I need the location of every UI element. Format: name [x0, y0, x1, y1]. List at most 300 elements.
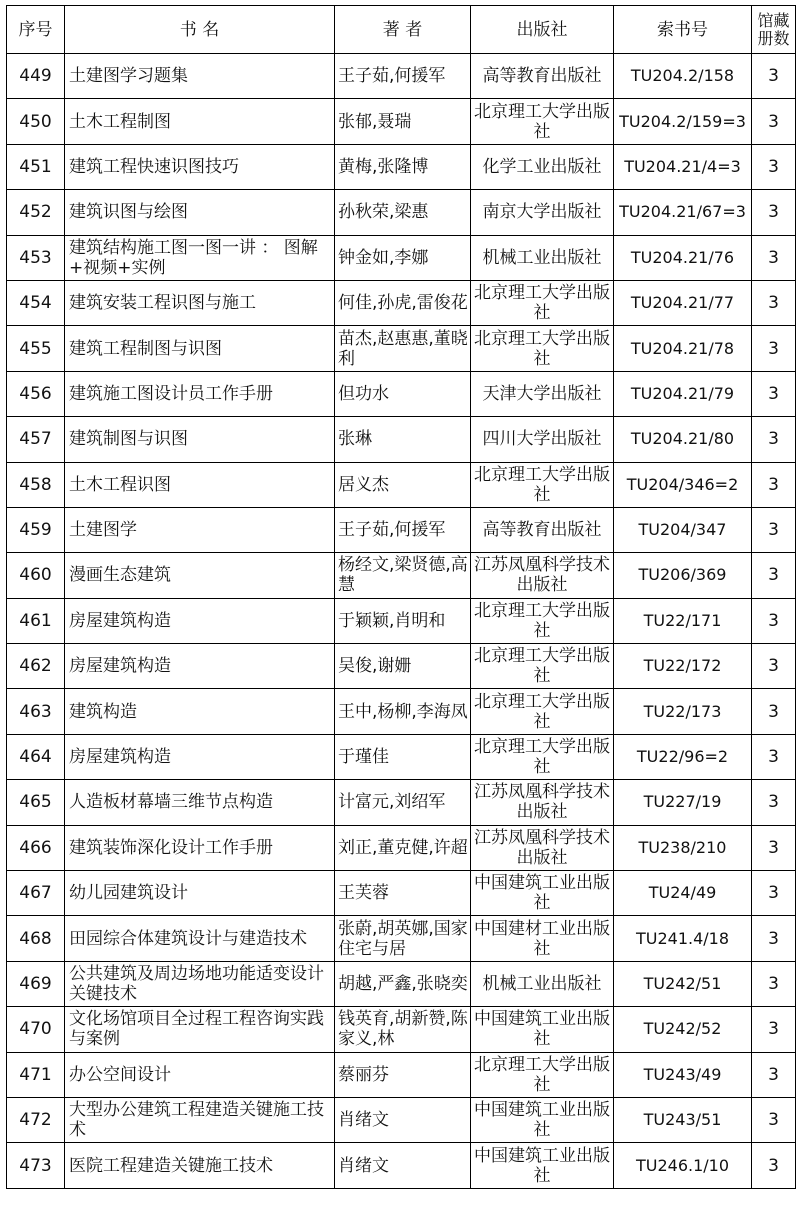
cell-title: [65, 871, 335, 916]
cell-seq-text: 468: [19, 928, 52, 949]
cell-title: [65, 553, 335, 598]
cell-author-text: 但功水: [338, 383, 389, 404]
cell-publisher-text: 江苏凤凰科学技术出版社: [474, 782, 610, 823]
cell-copies-text: 3: [768, 1155, 779, 1176]
header-publisher: 出版社: [471, 6, 614, 54]
cell-author: [335, 1052, 471, 1097]
cell-title-text: 建筑工程快速识图技巧: [69, 156, 239, 177]
cell-copies: [752, 54, 796, 99]
table-row: [7, 644, 796, 689]
cell-copies: [752, 598, 796, 643]
cell-copies-text: 3: [768, 1019, 779, 1040]
cell-copies-text: 3: [768, 111, 779, 132]
cell-publisher: [471, 734, 614, 779]
cell-publisher-text: 北京理工大学出版社: [474, 283, 610, 324]
cell-publisher-text: 中国建筑工业出版社: [474, 873, 610, 914]
cell-seq-text: 469: [19, 974, 52, 994]
cell-copies: [752, 780, 796, 825]
cell-publisher: [471, 689, 614, 734]
cell-author: [335, 825, 471, 870]
table-row: [7, 190, 796, 235]
cell-seq: [7, 689, 65, 734]
table-row: [7, 825, 796, 870]
cell-call-number-text: TU204.21/80: [630, 429, 735, 449]
cell-copies: [752, 825, 796, 870]
cell-title: [65, 326, 335, 371]
cell-title: [65, 144, 335, 189]
cell-copies-text: 3: [768, 792, 779, 813]
cell-call-number-text: TU204.21/77: [630, 293, 735, 313]
book-list-table: [6, 5, 796, 1189]
cell-call-number-text: TU206/369: [638, 565, 727, 585]
cell-call-number-text: TU204.21/78: [630, 338, 735, 358]
table-row: [7, 734, 796, 779]
cell-author-text: 何佳,孙虎,雷俊花: [338, 293, 468, 314]
cell-publisher: [471, 1143, 614, 1188]
cell-publisher-text: 北京理工大学出版社: [474, 646, 610, 687]
table-row: [7, 144, 796, 189]
cell-call-number-text: TU204.21/4=3: [624, 156, 741, 176]
cell-author: [335, 417, 471, 462]
cell-call-number-text: TU204/346=2: [626, 474, 739, 494]
cell-copies: [752, 734, 796, 779]
cell-author-text: 王子茹,何援军: [338, 66, 446, 87]
header-copies: [752, 6, 796, 54]
cell-title-text: 文化场馆项目全过程工程咨询实践与案例: [69, 1009, 324, 1050]
cell-title: [65, 462, 335, 507]
cell-call-number: [614, 1143, 752, 1188]
cell-author-text: 杨经文,梁贤德,高慧: [338, 555, 468, 596]
cell-author-text: 计富元,刘绍军: [338, 792, 446, 813]
cell-copies: [752, 190, 796, 235]
cell-call-number: [614, 780, 752, 825]
cell-call-number: [614, 553, 752, 598]
cell-seq: [7, 961, 65, 1006]
cell-title-text: 建筑结构施工图一图一讲 ： 图解+视频+实例: [69, 237, 318, 278]
cell-call-number: [614, 507, 752, 552]
cell-copies: [752, 462, 796, 507]
cell-title: [65, 825, 335, 870]
cell-call-number: [614, 871, 752, 916]
cell-author: [335, 734, 471, 779]
cell-call-number: [614, 462, 752, 507]
cell-publisher-text: 中国建筑工业出版社: [474, 1009, 610, 1050]
cell-copies-text: 3: [768, 247, 779, 268]
cell-seq-text: 472: [19, 1110, 52, 1131]
cell-author: [335, 689, 471, 734]
cell-copies: [752, 1007, 796, 1052]
cell-seq-text: 454: [19, 293, 52, 314]
cell-copies-text: 3: [768, 429, 779, 450]
cell-seq-text: 466: [19, 837, 52, 858]
cell-copies-text: 3: [768, 156, 779, 177]
cell-publisher: [471, 462, 614, 507]
cell-title-text: 公共建筑及周边场地功能适变设计关键技术: [69, 964, 324, 1004]
cell-author: [335, 916, 471, 961]
table-row: [7, 1007, 796, 1052]
cell-copies-text: 3: [768, 474, 779, 495]
cell-author-text: 吴俊,谢姗: [338, 656, 412, 677]
cell-author-text: 于颖颖,肖明和: [338, 610, 446, 631]
cell-author-text: 肖绪文: [338, 1155, 389, 1176]
cell-seq: [7, 1097, 65, 1142]
cell-call-number-text: TU22/172: [643, 656, 722, 676]
cell-author: [335, 371, 471, 416]
cell-author: [335, 54, 471, 99]
cell-title-text: 人造板材幕墙三维节点构造: [69, 792, 273, 813]
cell-title: [65, 1007, 335, 1052]
cell-call-number: [614, 235, 752, 280]
cell-publisher: [471, 644, 614, 689]
cell-seq-text: 457: [19, 429, 52, 450]
table-row: [7, 1052, 796, 1097]
cell-call-number: [614, 598, 752, 643]
table-row: [7, 916, 796, 961]
cell-title: [65, 644, 335, 689]
cell-seq-text: 473: [19, 1155, 52, 1176]
cell-copies: [752, 1143, 796, 1188]
cell-title-text: 建筑制图与识图: [69, 429, 188, 450]
cell-publisher: [471, 235, 614, 280]
cell-publisher: [471, 371, 614, 416]
cell-call-number: [614, 644, 752, 689]
cell-publisher: [471, 1007, 614, 1052]
cell-title-text: 土木工程识图: [69, 474, 171, 495]
cell-call-number-text: TU243/49: [643, 1064, 722, 1084]
cell-copies-text: 3: [768, 747, 779, 768]
cell-author: [335, 99, 471, 144]
cell-seq: [7, 871, 65, 916]
cell-publisher: [471, 780, 614, 825]
cell-title: [65, 780, 335, 825]
cell-seq: [7, 1052, 65, 1097]
cell-call-number-text: TU204.2/158: [630, 66, 735, 86]
cell-seq: [7, 462, 65, 507]
header-seq: 序号: [7, 6, 65, 54]
cell-seq-text: 463: [19, 701, 52, 722]
cell-call-number-text: TU241.4/18: [635, 928, 730, 948]
cell-call-number: [614, 1052, 752, 1097]
cell-publisher: [471, 1097, 614, 1142]
cell-seq: [7, 644, 65, 689]
cell-title-text: 建筑构造: [69, 701, 137, 722]
table-row: [7, 961, 796, 1006]
cell-call-number: [614, 916, 752, 961]
cell-seq: [7, 54, 65, 99]
cell-copies: [752, 916, 796, 961]
cell-title-text: 房屋建筑构造: [69, 610, 171, 631]
cell-call-number-text: TU204.2/159=3: [619, 111, 746, 131]
cell-call-number-text: TU246.1/10: [635, 1155, 730, 1175]
cell-title: [65, 371, 335, 416]
cell-call-number: [614, 689, 752, 734]
cell-copies-text: 3: [768, 928, 779, 949]
cell-call-number: [614, 144, 752, 189]
cell-title-text: 幼儿园建筑设计: [69, 883, 188, 904]
cell-publisher: [471, 598, 614, 643]
cell-copies: [752, 553, 796, 598]
cell-copies: [752, 871, 796, 916]
cell-call-number: [614, 99, 752, 144]
cell-call-number: [614, 54, 752, 99]
cell-author-text: 于瑾佳: [338, 747, 389, 768]
cell-seq-text: 451: [19, 156, 52, 177]
cell-title: [65, 280, 335, 325]
cell-copies-text: 3: [768, 974, 779, 994]
header-title: 书 名: [65, 6, 335, 54]
cell-author: [335, 280, 471, 325]
cell-title-text: 土建图学: [69, 520, 137, 541]
cell-seq: [7, 190, 65, 235]
cell-copies: [752, 961, 796, 1006]
cell-publisher: [471, 280, 614, 325]
cell-copies: [752, 99, 796, 144]
cell-title-text: 医院工程建造关键施工技术: [69, 1155, 273, 1176]
cell-call-number-text: TU204.21/67=3: [619, 202, 746, 222]
cell-title: [65, 1143, 335, 1188]
cell-call-number-text: TU243/51: [643, 1110, 722, 1130]
table-body: [7, 54, 796, 1189]
cell-call-number-text: TU22/96=2: [636, 747, 729, 767]
header-author: 著 者: [335, 6, 471, 54]
cell-publisher-text: 四川大学出版社: [482, 429, 602, 450]
cell-author: [335, 462, 471, 507]
cell-title-text: 建筑安装工程识图与施工: [69, 293, 256, 314]
cell-publisher-text: 中国建材工业出版社: [474, 918, 610, 959]
cell-publisher: [471, 916, 614, 961]
cell-publisher: [471, 417, 614, 462]
cell-publisher: [471, 190, 614, 235]
cell-seq: [7, 280, 65, 325]
cell-seq: [7, 235, 65, 280]
cell-seq-text: 458: [19, 474, 52, 495]
cell-call-number: [614, 734, 752, 779]
cell-call-number-text: TU22/173: [643, 701, 722, 721]
cell-title: [65, 961, 335, 1006]
table-row: [7, 689, 796, 734]
cell-title-text: 建筑识图与绘图: [69, 202, 188, 223]
cell-seq-text: 471: [19, 1064, 52, 1085]
cell-publisher-text: 高等教育出版社: [482, 66, 602, 87]
cell-seq-text: 452: [19, 202, 52, 223]
cell-seq-text: 464: [19, 747, 52, 768]
table-row: [7, 417, 796, 462]
cell-title: [65, 598, 335, 643]
cell-title: [65, 99, 335, 144]
cell-publisher-text: 北京理工大学出版社: [474, 691, 610, 732]
cell-seq-text: 456: [19, 383, 52, 404]
cell-author: [335, 780, 471, 825]
cell-seq: [7, 825, 65, 870]
cell-copies-text: 3: [768, 656, 779, 677]
cell-author: [335, 507, 471, 552]
cell-publisher: [471, 144, 614, 189]
cell-copies-text: 3: [768, 202, 779, 223]
cell-publisher-text: 北京理工大学出版社: [474, 464, 610, 505]
cell-author: [335, 553, 471, 598]
cell-title: [65, 1097, 335, 1142]
cell-call-number-text: TU227/19: [643, 792, 722, 812]
cell-title-text: 建筑工程制图与识图: [69, 338, 222, 359]
cell-publisher: [471, 507, 614, 552]
cell-author-text: 肖绪文: [338, 1110, 389, 1131]
cell-title: [65, 734, 335, 779]
cell-seq: [7, 507, 65, 552]
header-call-number: 索书号: [614, 6, 752, 54]
cell-publisher-text: 江苏凤凰科学技术出版社: [474, 827, 610, 868]
cell-call-number: [614, 417, 752, 462]
table-row: [7, 871, 796, 916]
cell-seq-text: 460: [19, 565, 52, 586]
cell-author-text: 胡越,严鑫,张晓奕: [338, 974, 468, 994]
cell-title-text: 土木工程制图: [69, 111, 171, 132]
cell-call-number: [614, 326, 752, 371]
cell-author-text: 王芙蓉: [338, 883, 389, 904]
cell-title-text: 田园综合体建筑设计与建造技术: [69, 928, 307, 949]
cell-title-text: 土建图学习题集: [69, 66, 188, 87]
cell-publisher: [471, 99, 614, 144]
cell-author-text: 孙秋荣,梁惠: [338, 202, 429, 223]
cell-seq: [7, 780, 65, 825]
cell-author: [335, 235, 471, 280]
cell-copies: [752, 1052, 796, 1097]
cell-call-number-text: TU242/52: [643, 1019, 722, 1039]
cell-title-text: 办公空间设计: [69, 1064, 171, 1085]
cell-seq-text: 462: [19, 656, 52, 677]
cell-copies-text: 3: [768, 610, 779, 631]
cell-title-text: 建筑施工图设计员工作手册: [69, 383, 273, 404]
header-copies-line1: 馆藏: [757, 10, 790, 30]
cell-seq-text: 453: [19, 247, 52, 268]
cell-seq: [7, 144, 65, 189]
cell-publisher: [471, 326, 614, 371]
cell-call-number-text: TU22/171: [643, 610, 722, 630]
cell-copies-text: 3: [768, 1064, 779, 1085]
table-row: [7, 99, 796, 144]
cell-publisher-text: 机械工业出版社: [482, 247, 602, 268]
cell-seq: [7, 553, 65, 598]
cell-publisher-text: 北京理工大学出版社: [474, 737, 610, 778]
cell-author-text: 钱英育,胡新赞,陈家义,林: [338, 1009, 468, 1050]
cell-copies: [752, 235, 796, 280]
cell-seq-text: 459: [19, 520, 52, 541]
cell-author-text: 钟金如,李娜: [338, 247, 429, 268]
cell-author-text: 张琳: [338, 429, 372, 450]
cell-title: [65, 689, 335, 734]
cell-publisher: [471, 54, 614, 99]
cell-author-text: 蔡丽芬: [338, 1064, 389, 1085]
cell-call-number: [614, 190, 752, 235]
cell-seq-text: 467: [19, 883, 52, 904]
cell-copies: [752, 144, 796, 189]
cell-publisher: [471, 961, 614, 1006]
cell-author-text: 王子茹,何援军: [338, 520, 446, 541]
cell-seq: [7, 598, 65, 643]
cell-seq: [7, 1007, 65, 1052]
table-header: [7, 6, 796, 54]
cell-author: [335, 1097, 471, 1142]
cell-copies: [752, 371, 796, 416]
cell-title: [65, 1052, 335, 1097]
cell-seq: [7, 916, 65, 961]
cell-publisher-text: 中国建筑工业出版社: [474, 1100, 610, 1141]
cell-author-text: 苗杰,赵惠惠,董晓利: [338, 328, 468, 369]
cell-author-text: 张郁,聂瑞: [338, 111, 412, 132]
cell-publisher-text: 机械工业出版社: [482, 974, 602, 994]
cell-copies: [752, 417, 796, 462]
cell-publisher-text: 北京理工大学出版社: [474, 1054, 610, 1095]
cell-call-number: [614, 280, 752, 325]
cell-author: [335, 598, 471, 643]
cell-author: [335, 190, 471, 235]
cell-copies: [752, 689, 796, 734]
cell-seq-text: 465: [19, 792, 52, 813]
cell-seq-text: 470: [19, 1019, 52, 1040]
cell-copies-text: 3: [768, 565, 779, 586]
cell-call-number-text: TU204/347: [638, 520, 727, 540]
cell-call-number-text: TU204.21/76: [630, 247, 735, 267]
table-row: [7, 326, 796, 371]
cell-publisher-text: 中国建筑工业出版社: [474, 1145, 610, 1186]
cell-copies-text: 3: [768, 383, 779, 404]
cell-title: [65, 916, 335, 961]
cell-call-number: [614, 961, 752, 1006]
cell-publisher-text: 北京理工大学出版社: [474, 328, 610, 369]
cell-publisher: [471, 1052, 614, 1097]
cell-copies-text: 3: [768, 837, 779, 858]
cell-call-number: [614, 825, 752, 870]
cell-call-number: [614, 1097, 752, 1142]
table-row: [7, 462, 796, 507]
cell-seq-text: 449: [19, 66, 52, 87]
cell-seq-text: 461: [19, 610, 52, 631]
table-row: [7, 507, 796, 552]
cell-title-text: 漫画生态建筑: [69, 565, 171, 586]
table-row: [7, 780, 796, 825]
cell-author: [335, 326, 471, 371]
cell-seq: [7, 417, 65, 462]
cell-publisher: [471, 553, 614, 598]
cell-author-text: 居义杰: [338, 474, 389, 495]
cell-publisher: [471, 825, 614, 870]
cell-publisher: [471, 871, 614, 916]
cell-copies-text: 3: [768, 883, 779, 904]
cell-author: [335, 644, 471, 689]
cell-copies: [752, 1097, 796, 1142]
cell-publisher-text: 高等教育出版社: [482, 520, 602, 541]
cell-title-text: 房屋建筑构造: [69, 747, 171, 768]
cell-publisher-text: 北京理工大学出版社: [474, 600, 610, 641]
table-row: [7, 1097, 796, 1142]
cell-publisher-text: 天津大学出版社: [482, 383, 602, 404]
cell-author: [335, 1143, 471, 1188]
cell-call-number-text: TU204.21/79: [630, 383, 735, 403]
cell-author: [335, 961, 471, 1006]
cell-title: [65, 190, 335, 235]
cell-author-text: 张蔚,胡英娜,国家住宅与居: [338, 918, 468, 959]
cell-publisher-text: 北京理工大学出版社: [474, 101, 610, 142]
cell-call-number-text: TU242/51: [643, 974, 722, 993]
cell-copies-text: 3: [768, 1110, 779, 1131]
cell-title: [65, 417, 335, 462]
cell-copies: [752, 326, 796, 371]
cell-publisher-text: 化学工业出版社: [482, 156, 602, 177]
cell-copies-text: 3: [768, 293, 779, 314]
cell-copies: [752, 644, 796, 689]
cell-seq: [7, 371, 65, 416]
cell-title: [65, 54, 335, 99]
cell-author-text: 刘正,董克健,许超: [338, 837, 468, 858]
